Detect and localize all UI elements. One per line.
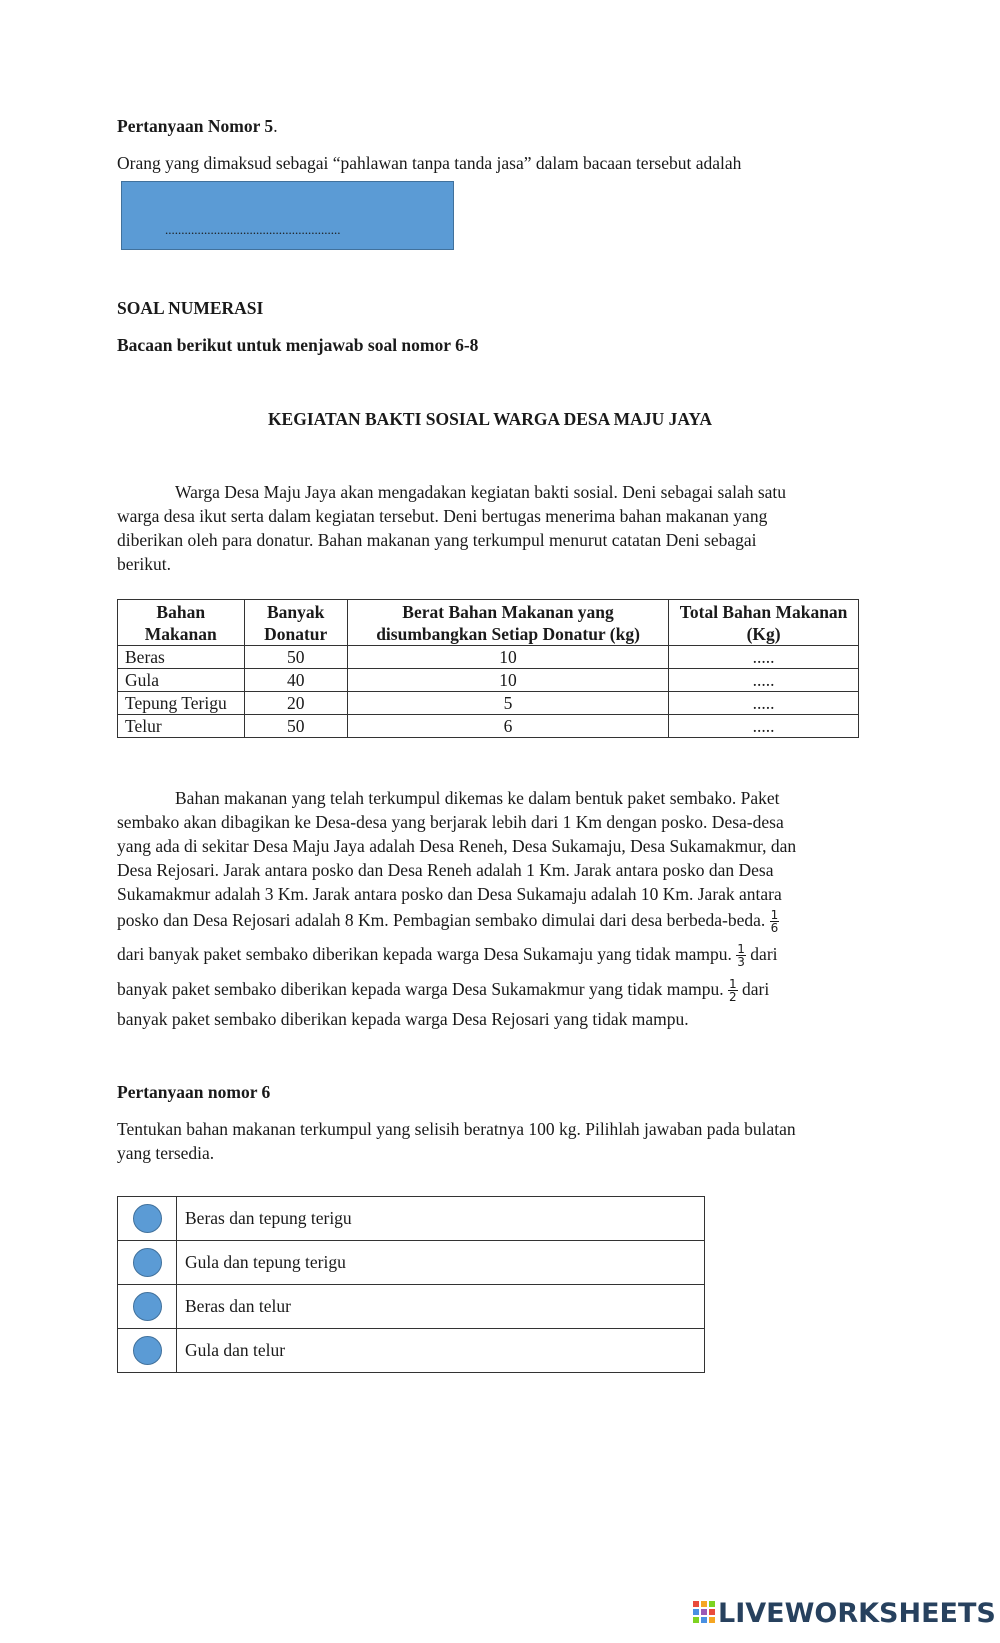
option-row[interactable] [118, 1241, 705, 1285]
para1-line-2: warga desa ikut serta dalam kegiatan tersebut. Deni bertugas menerima bahan makanan yang [117, 506, 768, 526]
answer-placeholder: ...................................................... [165, 222, 341, 237]
liveworksheets-logo [693, 1599, 996, 1629]
fraction-one-third: $\frac{1}{3}$ [737, 942, 745, 970]
logo-text: LIVEWORKSHEETS [718, 1598, 996, 1629]
donation-table [117, 599, 859, 738]
reading-instruction: Bacaan berikut untuk menjawab soal nomor 6-8 [117, 335, 479, 355]
cell-total[interactable]: ..... [669, 715, 859, 738]
fraction-one-sixth: $\frac{1}{6}$ [770, 908, 779, 936]
cell-total[interactable]: ..... [669, 669, 859, 692]
para2-line-2: sembako akan dibagikan ke Desa-desa yang berjarak lebih dari 1 Km dengan posko. Desa-desa [117, 812, 784, 832]
cell-total[interactable]: ..... [669, 646, 859, 669]
cell-donatur: 40 [244, 669, 347, 692]
cell-bahan: Telur [118, 715, 245, 738]
option-label: Beras dan tepung terigu [177, 1197, 705, 1241]
table-header-row [118, 600, 859, 646]
cell-berat: 6 [347, 715, 668, 738]
cell-total[interactable]: ..... [669, 692, 859, 715]
col-header-bahan: Bahan Makanan [118, 600, 245, 646]
cell-berat: 5 [347, 692, 668, 715]
col-header-berat: Berat Bahan Makanan yang disumbangkan Setiap Donatur (kg) [347, 600, 668, 646]
para2-line-8: banyak paket sembako diberikan kepada warga Desa Sukamakmur yang tidak mampu. $\frac{1}{2}$ dari [117, 977, 770, 1005]
para2-line-7: dari banyak paket sembako diberikan kepada warga Desa Sukamaju yang tidak mampu. $\frac{1}{3}$ dari [117, 942, 778, 970]
para2-line-1: Bahan makanan yang telah terkumpul dikemas ke dalam bentuk paket sembako. Paket [175, 788, 780, 808]
logo-grid-icon [693, 1601, 715, 1627]
cell-berat: 10 [347, 669, 668, 692]
q6-options [117, 1196, 705, 1373]
para2-line-3: yang ada di sekitar Desa Maju Jaya adalah Desa Reneh, Desa Sukamaju, Desa Sukamakmur, dan [117, 836, 797, 856]
option-label: Beras dan telur [177, 1285, 705, 1329]
cell-berat: 10 [347, 646, 668, 669]
para1-line-1: Warga Desa Maju Jaya akan mengadakan kegiatan bakti sosial. Deni sebagai salah satu [175, 482, 787, 502]
cell-bahan: Tepung Terigu [118, 692, 245, 715]
q6-question-line-1: Tentukan bahan makanan terkumpul yang selisih beratnya 100 kg. Pilihlah jawaban pada bulatan [117, 1119, 796, 1139]
table-row [118, 646, 859, 669]
col-header-total: Total Bahan Makanan (Kg) [669, 600, 859, 646]
para2-line-5: Sukamakmur adalah 3 Km. Jarak antara posko dan Desa Sukamaju adalah 10 Km. Jarak antara [117, 884, 782, 904]
option-row[interactable] [118, 1329, 705, 1373]
reading-title: KEGIATAN BAKTI SOSIAL WARGA DESA MAJU JAYA [267, 409, 713, 429]
cell-donatur: 20 [244, 692, 347, 715]
option-row[interactable] [118, 1285, 705, 1329]
para1-line-4: berikut. [117, 554, 171, 574]
cell-bahan: Beras [118, 646, 245, 669]
table-row [118, 692, 859, 715]
para2-line-6: posko dan Desa Rejosari adalah 8 Km. Pembagian sembako dimulai dari desa berbeda-beda. $\frac{1}{6}$ [117, 908, 779, 936]
cell-bahan: Gula [118, 669, 245, 692]
q6-question-line-2: yang tersedia. [117, 1143, 215, 1163]
q5-answer-input[interactable] [121, 181, 454, 250]
radio-option-1[interactable] [133, 1204, 162, 1233]
option-row[interactable] [118, 1197, 705, 1241]
section-title: SOAL NUMERASI [117, 298, 264, 318]
q6-heading: Pertanyaan nomor 6 [117, 1082, 271, 1102]
fraction-one-half: $\frac{1}{2}$ [729, 977, 737, 1005]
q5-heading: Pertanyaan Nomor 5. [117, 116, 278, 136]
para1-line-3: diberikan oleh para donatur. Bahan makanan yang terkumpul menurut catatan Deni sebagai [117, 530, 757, 550]
cell-donatur: 50 [244, 646, 347, 669]
para2-line-9: banyak paket sembako diberikan kepada warga Desa Rejosari yang tidak mampu. [117, 1009, 689, 1029]
radio-option-4[interactable] [133, 1336, 162, 1365]
table-row [118, 669, 859, 692]
q5-question: Orang yang dimaksud sebagai “pahlawan tanpa tanda jasa” dalam bacaan tersebut adalah [117, 153, 742, 173]
cell-donatur: 50 [244, 715, 347, 738]
radio-option-2[interactable] [133, 1248, 162, 1277]
option-label: Gula dan tepung terigu [177, 1241, 705, 1285]
table-row [118, 715, 859, 738]
radio-option-3[interactable] [133, 1292, 162, 1321]
para2-line-4: Desa Rejosari. Jarak antara posko dan Desa Reneh adalah 1 Km. Jarak antara posko dan Desa [117, 860, 774, 880]
option-label: Gula dan telur [177, 1329, 705, 1373]
col-header-donatur: Banyak Donatur [244, 600, 347, 646]
